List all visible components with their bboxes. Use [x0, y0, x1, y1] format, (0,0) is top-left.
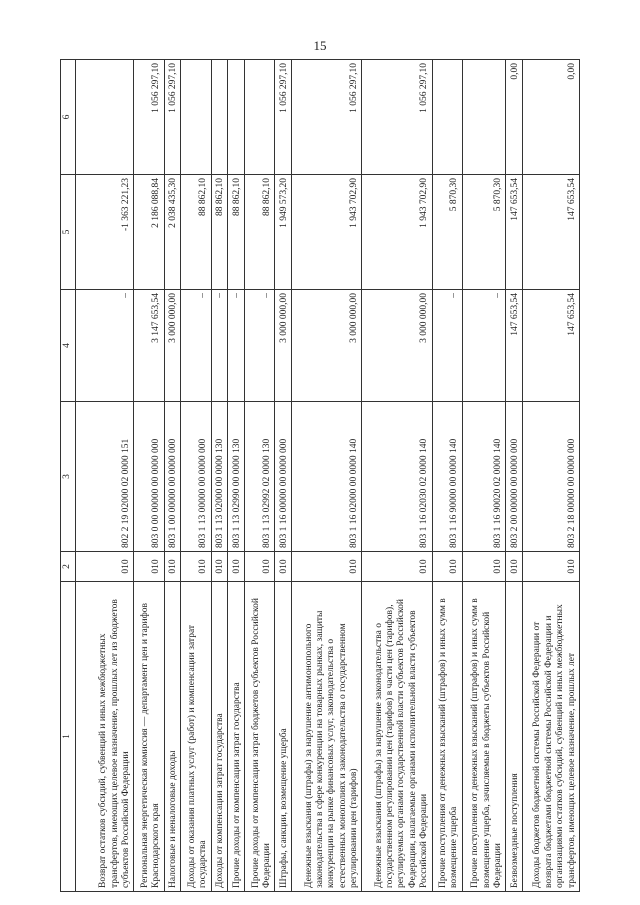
cell-c6	[76, 60, 134, 175]
cell-c4: 3 000 000,00	[275, 290, 292, 402]
cell-kbk: 803 1 16 02030 02 0000 140	[362, 402, 432, 552]
cell-c4: 3 147 653,54	[134, 290, 164, 402]
table-row	[164, 60, 181, 892]
cell-name: Прочие доходы от компенсации затрат бюджетов субъектов Российской Федерации	[245, 582, 275, 892]
cell-c4: 3 000 000,00	[292, 290, 362, 402]
cell-kbk: 803 1 13 00000 00 0000 000	[181, 402, 211, 552]
cell-kbk: 803 1 16 90000 00 0000 140	[432, 402, 462, 552]
cell-kbk: 803 1 16 00000 00 0000 000	[275, 402, 292, 552]
column-header: 5	[61, 175, 76, 290]
cell-kbk: 803 1 00 00000 00 0000 000	[164, 402, 181, 552]
cell-c5: -1 363 221,23	[76, 175, 134, 290]
cell-c6: 0,00	[523, 60, 580, 175]
cell-c4: –	[76, 290, 134, 402]
table-row	[362, 60, 432, 892]
cell-c5: 2 038 435,30	[164, 175, 181, 290]
cell-c5: 147 653,54	[506, 175, 523, 290]
cell-c6: 1 056 297,10	[362, 60, 432, 175]
cell-name: Безвозмездные поступления	[506, 582, 523, 892]
cell-c4: –	[181, 290, 211, 402]
cell-c5: 1 943 702,90	[292, 175, 362, 290]
table-row	[275, 60, 292, 892]
cell-c6: 1 056 297,10	[134, 60, 164, 175]
cell-kbk: 803 2 18 00000 00 0000 000	[523, 402, 580, 552]
column-header: 3	[61, 402, 76, 552]
cell-name: Возврат остатков субсидий, субвенций и иных межбюджетных трансфертов, имеющих целевое назначение, прошлых лет из бюджетов субъектов Российской Федерации	[76, 582, 134, 892]
table-row	[228, 60, 245, 892]
cell-c4: –	[462, 290, 505, 402]
table-row	[134, 60, 164, 892]
cell-kbk: 802 2 19 02000 02 0000 151	[76, 402, 134, 552]
cell-c4: –	[245, 290, 275, 402]
column-header: 4	[61, 290, 76, 402]
cell-c6: 1 056 297,10	[292, 60, 362, 175]
cell-c4: 147 653,54	[523, 290, 580, 402]
table-row	[462, 60, 505, 892]
cell-c5: 88 862,10	[245, 175, 275, 290]
cell-kbk: 803 1 13 02992 02 0000 130	[245, 402, 275, 552]
cell-code: 010	[76, 552, 134, 582]
cell-code: 010	[462, 552, 505, 582]
column-header: 2	[61, 552, 76, 582]
cell-c5: 1 943 702,90	[362, 175, 432, 290]
cell-c6	[228, 60, 245, 175]
cell-code: 010	[211, 552, 228, 582]
cell-c4: 3 000 000,00	[362, 290, 432, 402]
table-row	[506, 60, 523, 892]
cell-code: 010	[275, 552, 292, 582]
cell-code: 010	[292, 552, 362, 582]
cell-c6	[462, 60, 505, 175]
cell-c6: 0,00	[506, 60, 523, 175]
report-table-rotated	[60, 60, 580, 892]
cell-code: 010	[181, 552, 211, 582]
cell-c4: 3 000 000,00	[164, 290, 181, 402]
cell-name: Доходы от компенсации затрат государства	[211, 582, 228, 892]
cell-c5: 88 862,10	[181, 175, 211, 290]
cell-code: 010	[432, 552, 462, 582]
cell-name: Денежные взыскания (штрафы) за нарушение законодательства о государственном регулировании цен (тарифов) в части цен (тарифов), регулируемых органами государственной власти субъектов Российской Федерации, налагаемые органами исполнительной власти субъектов Российской Федерации	[362, 582, 432, 892]
cell-c6: 1 056 297,10	[275, 60, 292, 175]
table-row	[245, 60, 275, 892]
cell-name: Штрафы, санкции, возмещение ущерба	[275, 582, 292, 892]
cell-name: Денежные взыскания (штрафы) за нарушение антимонопольного законодательства в сфере конкуренции на товарных рынках, защиты конкуренции на рынке финансовых услуг, законодательства о естественных монополиях и законодательства о государственном регулировании цен (тарифов)	[292, 582, 362, 892]
income-table	[60, 59, 580, 892]
cell-c4: –	[228, 290, 245, 402]
cell-c5: 2 186 088,84	[134, 175, 164, 290]
column-header: 6	[61, 60, 76, 175]
table-row	[523, 60, 580, 892]
cell-code: 010	[506, 552, 523, 582]
cell-kbk: 803 0 00 00000 00 0000 000	[134, 402, 164, 552]
cell-c6	[181, 60, 211, 175]
cell-c4: –	[432, 290, 462, 402]
cell-c6	[211, 60, 228, 175]
cell-c4: –	[211, 290, 228, 402]
cell-c5: 147 653,54	[523, 175, 580, 290]
cell-code: 010	[362, 552, 432, 582]
cell-kbk: 803 1 16 02000 00 0000 140	[292, 402, 362, 552]
table-row	[76, 60, 134, 892]
cell-kbk: 803 2 00 00000 00 0000 000	[506, 402, 523, 552]
column-header: 1	[61, 582, 76, 892]
cell-c5: 88 862,10	[228, 175, 245, 290]
cell-kbk: 803 1 16 90020 02 0000 140	[462, 402, 505, 552]
table-row	[211, 60, 228, 892]
cell-c5: 88 862,10	[211, 175, 228, 290]
cell-c6	[432, 60, 462, 175]
cell-name: Региональная энергетическая комиссия — департамент цен и тарифов Краснодарского края	[134, 582, 164, 892]
cell-name: Налоговые и неналоговые доходы	[164, 582, 181, 892]
cell-name: Доходы бюджетов бюджетной системы Российской Федерации от возврата бюджетами бюджетной системы Российской Федерации и организациями остатков субсидий, субвенций и иных межбюджетных трансфертов, имеющих целевое назначение, прошлых лет	[523, 582, 580, 892]
cell-name: Доходы от оказания платных услуг (работ) и компенсации затрат государства	[181, 582, 211, 892]
cell-c4: 147 653,54	[506, 290, 523, 402]
column-number-row	[61, 60, 76, 892]
cell-code: 010	[523, 552, 580, 582]
cell-code: 010	[228, 552, 245, 582]
cell-name: Прочие поступления от денежных взысканий (штрафов) и иных сумм в возмещение ущерба	[432, 582, 462, 892]
cell-name: Прочие доходы от компенсации затрат государства	[228, 582, 245, 892]
cell-code: 010	[134, 552, 164, 582]
cell-c5: 5 870,30	[462, 175, 505, 290]
table-row	[292, 60, 362, 892]
cell-c6: 1 056 297,10	[164, 60, 181, 175]
table-row	[432, 60, 462, 892]
cell-code: 010	[164, 552, 181, 582]
cell-kbk: 803 1 13 02000 00 0000 130	[211, 402, 228, 552]
cell-name: Прочие поступления от денежных взысканий (штрафов) и иных сумм в возмещение ущерба, зачисляемые в бюджеты субъектов Российской Федерации	[462, 582, 505, 892]
page-number: 15	[313, 38, 327, 53]
cell-c5: 5 870,30	[432, 175, 462, 290]
cell-c5: 1 949 573,20	[275, 175, 292, 290]
cell-c6	[245, 60, 275, 175]
table-row	[181, 60, 211, 892]
cell-code: 010	[245, 552, 275, 582]
cell-kbk: 803 1 13 02990 00 0000 130	[228, 402, 245, 552]
